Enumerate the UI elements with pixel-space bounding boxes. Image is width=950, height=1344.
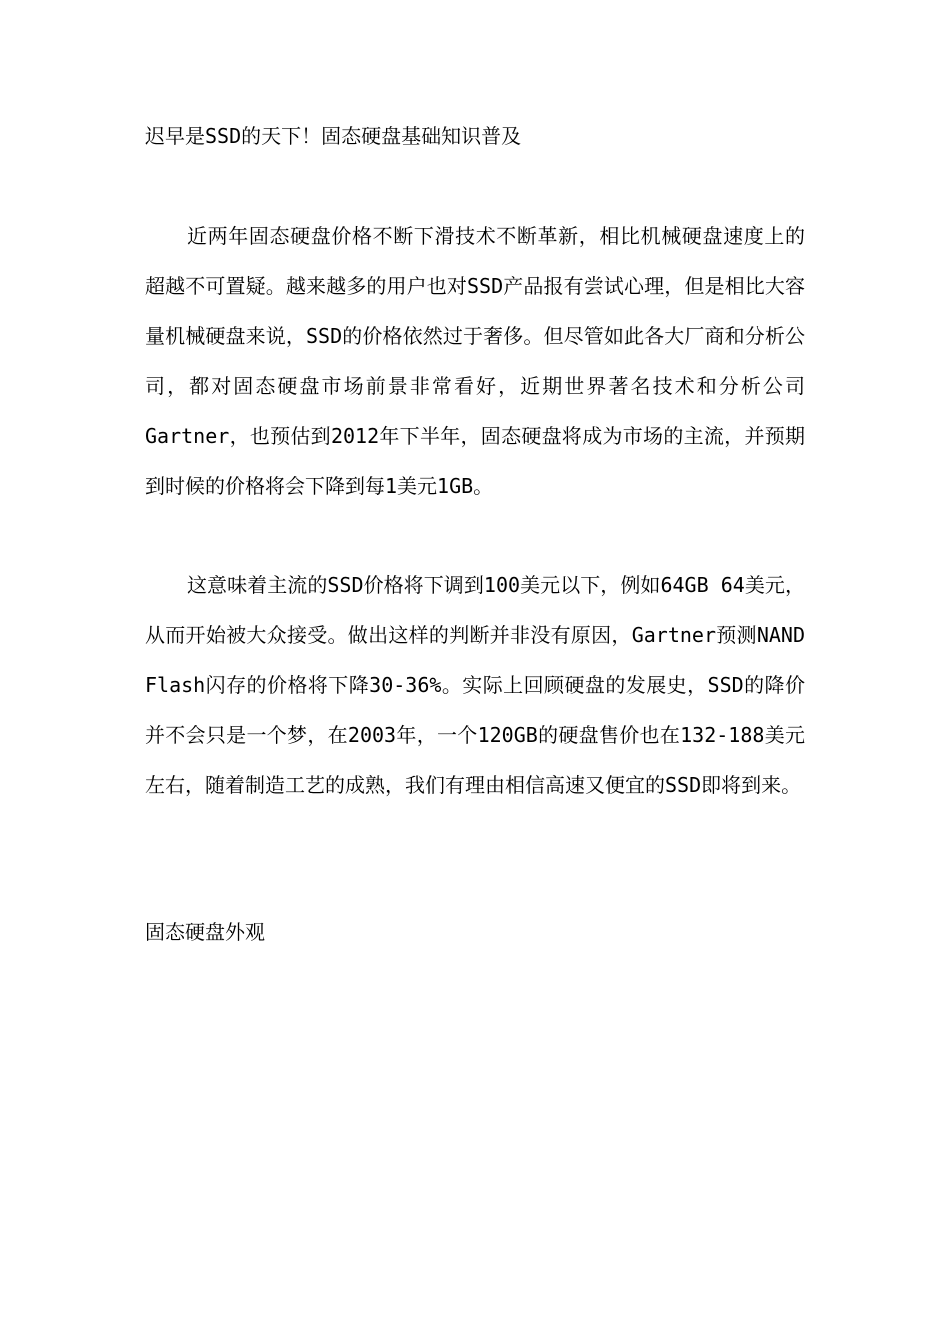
document-title: 迟早是SSD的天下！固态硬盘基础知识普及 [145,124,522,148]
paragraph-price-forecast: 这意味着主流的SSD价格将下调到100美元以下，例如64GB 64美元，从而开始被大众接受。做出这样的判断并非没有原因，Gartner预测NAND Flash闪存的价格将下降30-36%。实际上回顾硬盘的发展史，SSD的降价并不会只是一个梦，在2003年，一个120GB的硬盘售价也在132-188美元左右，随着制造工艺的成熟，我们有理由相信高速又便宜的SSD即将到来。 [145,573,805,797]
paragraph-price-trend: 近两年固态硬盘价格不断下滑技术不断革新，相比机械硬盘速度上的超越不可置疑。越来越多的用户也对SSD产品报有尝试心理，但是相比大容量机械硬盘来说，SSD的价格依然过于奢侈。但尽管如此各大厂商和分析公司，都对固态硬盘市场前景非常看好，近期世界著名技术和分析公司Gartner，也预估到2012年下半年，固态硬盘将成为市场的主流，并预期到时候的价格将会下降到每1美元1GB。 [145,224,805,498]
section-heading: 固态硬盘外观 [145,920,265,944]
